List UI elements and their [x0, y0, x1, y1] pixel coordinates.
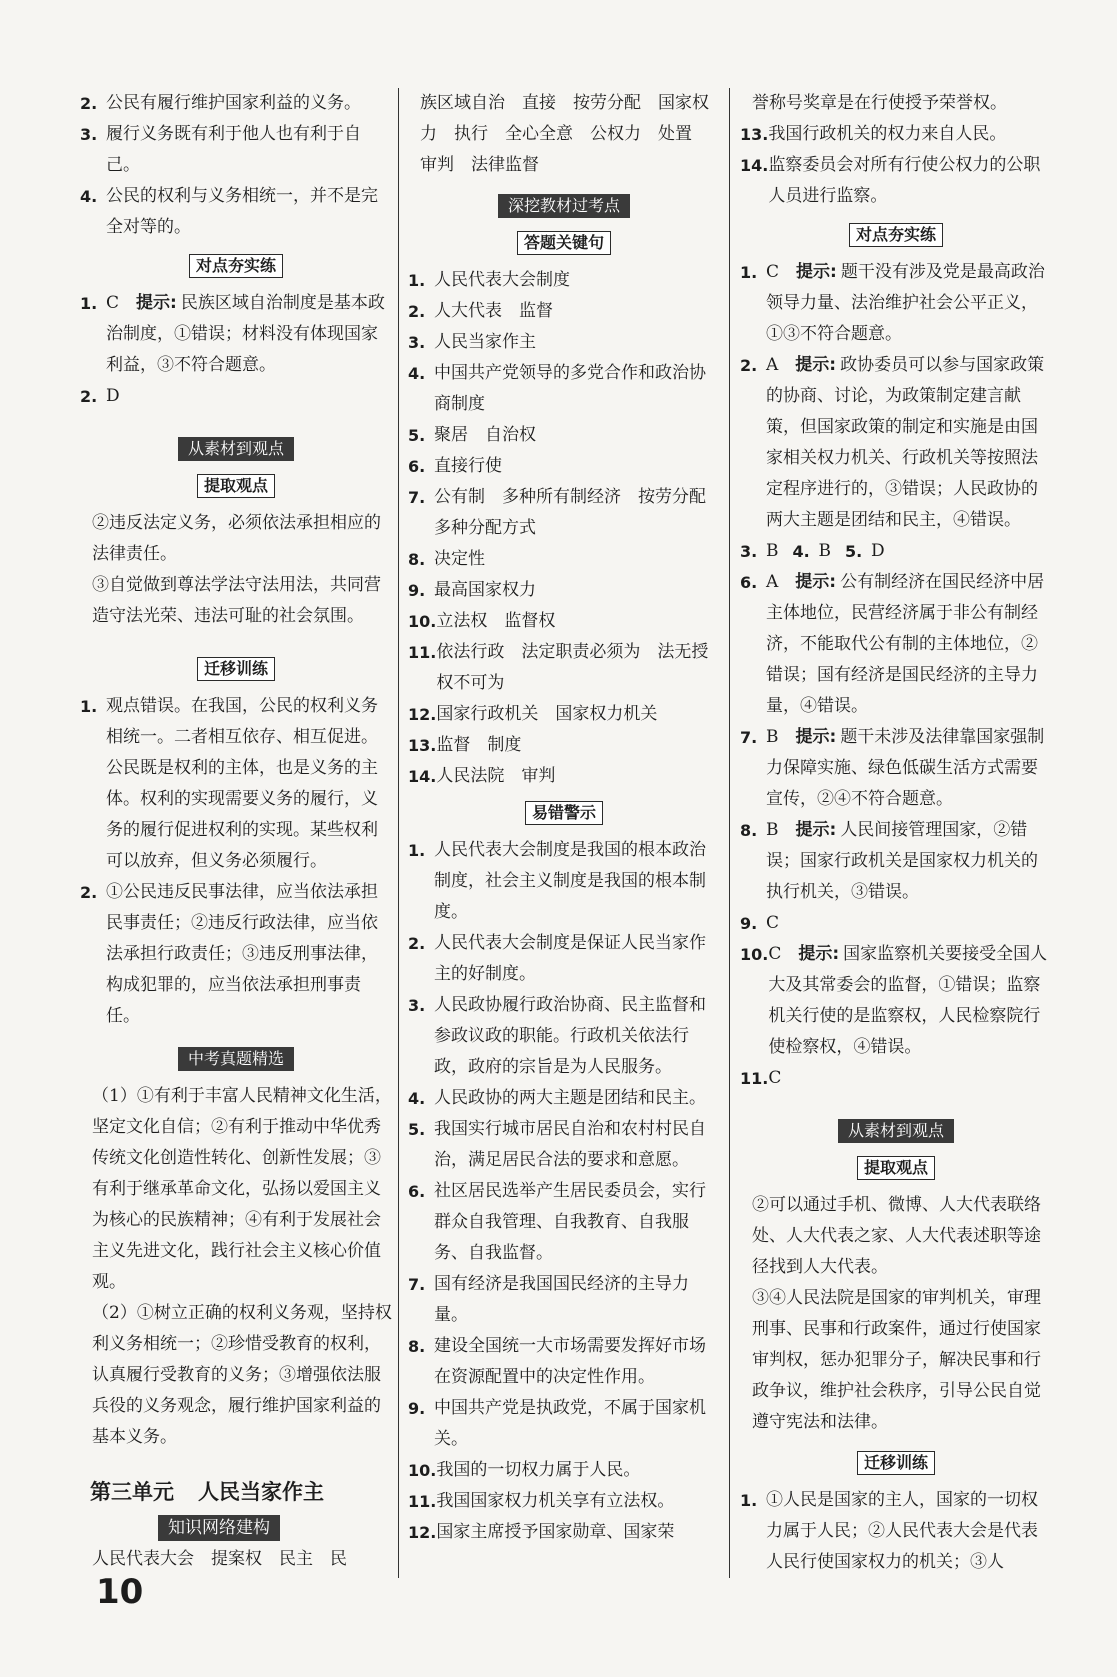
- answer-item: 1. 观点错误。在我国，公民的权利义务相统一。二者相互依存、相互促进。公民既是权利的主体，也是义务的主体。权利的实现需要义务的履行，义务的履行促进权利的实现。某些权利可以放弃，但义务必须履行。: [80, 696, 378, 871]
- answer-item: 1. C 提示: 题干没有涉及党是最高政治领导力量、法治维护社会公平正义，①③不符合题意。: [740, 262, 1045, 344]
- section-heading-transfer: 迁移训练: [857, 1451, 935, 1475]
- list-item: 7. 公有制 多种所有制经济 按劳分配 多种分配方式: [408, 487, 723, 538]
- list-item: 2. 人大代表 监督: [408, 301, 553, 321]
- answer-item: 8. B 提示: 人民间接管理国家，②错误；国家行政机关是国家权力机关的执行机关，③错误。: [740, 820, 1038, 902]
- answer-choice: D: [106, 386, 120, 406]
- answer-item: 6. A 提示: 公有制经济在国民经济中居主体地位，民营经济属于非公有制经济，不能取代公有制的主体地位，②错误；国有经济是国民经济的主导力量，④错误。: [740, 572, 1045, 716]
- page-number: 10: [96, 1572, 144, 1612]
- list-item: 5. 聚居 自治权: [408, 425, 536, 445]
- hint-label: 提示:: [136, 293, 177, 313]
- answer-choice: C: [766, 262, 780, 282]
- hint-label: 提示:: [796, 262, 837, 282]
- answer-choice: C: [768, 944, 782, 964]
- column-1: [80, 88, 392, 1575]
- column-divider: [398, 88, 399, 1578]
- list-item: 13. 我国行政机关的权力来自人民。: [740, 124, 1007, 144]
- section-heading-transfer: 迁移训练: [197, 657, 275, 681]
- paragraph: ②可以通过手机、微博、人大代表联络处、人大代表之家、人大代表述职等途径找到人大代表。: [752, 1195, 1041, 1277]
- paragraph: （2）①树立正确的权利义务观，坚持权利义务相统一；②珍惜受教育的权利，认真履行受教育的义务；③增强依法服兵役的义务观念，履行维护国家利益的基本义务。: [92, 1303, 392, 1447]
- hint-label: 提示:: [798, 944, 840, 964]
- answer-item: 2. A 提示: 政协委员可以参与国家政策的协商、讨论，为政策制定建言献策，但国家政策的制定和实施是由国家相关权力机关、行政机关等按照法定程序进行的，③错误；人民政协的两大主题是团结和民主，④错误。: [740, 355, 1045, 530]
- answer-choice: B: [766, 820, 779, 840]
- list-item: 14. 人民法院 审判: [408, 766, 556, 786]
- list-item: 2. 公民有履行维护国家利益的义务。: [80, 93, 361, 113]
- list-item: 8. 建设全国统一大市场需要发挥好市场在资源配置中的决定性作用。: [408, 1336, 706, 1387]
- column-3: [740, 88, 1052, 1578]
- hint-label: 提示:: [795, 572, 837, 592]
- paragraph: ②违反法定义务，必须依法承担相应的法律责任。: [92, 513, 381, 564]
- answer-choice: A: [766, 355, 779, 375]
- paragraph: ③④人民法院是国家的审判机关，审理刑事、民事和行政案件，通过行使国家审判权，惩办犯罪分子，解决民事和行政争议，维护社会秩序，引导公民自觉遵守宪法和法律。: [752, 1288, 1041, 1432]
- section-heading-dig: 深挖教材过考点: [498, 194, 630, 218]
- section-heading-knowledge: 知识网络建构: [158, 1515, 280, 1541]
- answer-choice: A: [766, 572, 779, 592]
- list-item: 12. 国家主席授予国家勋章、国家荣: [408, 1522, 675, 1542]
- list-item: 3. 人民政协履行政治协商、民主监督和参政议政的职能。行政机关依法行政，政府的宗旨是为人民服务。: [408, 995, 706, 1077]
- list-item: 9. 中国共产党是执政党，不属于国家机关。: [408, 1398, 706, 1449]
- list-item: 10. 我国的一切权力属于人民。: [408, 1460, 641, 1480]
- list-item: 11. 我国国家权力机关享有立法权。: [408, 1491, 675, 1511]
- list-item: 2. 人民代表大会制度是保证人民当家作主的好制度。: [408, 933, 706, 984]
- hint-label: 提示:: [795, 727, 837, 747]
- answer-choice: C: [106, 293, 120, 313]
- section-heading-exam: 中考真题精选: [178, 1047, 294, 1071]
- section-heading-material: 从素材到观点: [178, 437, 294, 461]
- list-item: 13. 监督 制度: [408, 735, 522, 755]
- answer-item: 9. C: [740, 913, 780, 933]
- answer-choice: B: [766, 727, 779, 747]
- list-item: 1. 人民代表大会制度是我国的根本政治制度，社会主义制度是我国的根本制度。: [408, 840, 706, 922]
- answer-item: 10. C 提示: 国家监察机关要接受全国人大及其常委会的监督，①错误；监察机关行使的是监察权，人民检察院行使检察权，④错误。: [740, 944, 1048, 1057]
- paragraph: 族区域自治 直接 按劳分配 国家权力 执行 全心全意 公权力 处置 审判 法律监督: [420, 93, 709, 175]
- list-item: 8. 决定性: [408, 549, 485, 569]
- section-heading-practice: 对点夯实练: [189, 254, 283, 278]
- paragraph: ③自觉做到尊法学法守法用法，共同营造守法光荣、违法可耻的社会氛围。: [92, 575, 381, 626]
- answer-row: 3. B 4. B 5. D: [740, 541, 885, 561]
- paragraph: 誉称号奖章是在行使授予荣誉权。: [752, 93, 1007, 113]
- hint-label: 提示:: [795, 820, 837, 840]
- paragraph: 人民代表大会 提案权 民主 民: [92, 1549, 347, 1569]
- list-item: 14. 监察委员会对所有行使公权力的公职人员进行监察。: [740, 155, 1041, 206]
- list-item: 11. 依法行政 法定职责必须为 法无授权不可为: [408, 642, 709, 693]
- hint-label: 提示:: [795, 355, 837, 375]
- list-item: 6. 直接行使: [408, 456, 502, 476]
- list-item: 7. 国有经济是我国国民经济的主导力量。: [408, 1274, 689, 1325]
- section-heading-extract: 提取观点: [197, 474, 275, 498]
- list-item: 12. 国家行政机关 国家权力机关: [408, 704, 658, 724]
- unit-title: 第三单元 人民当家作主: [90, 1480, 324, 1504]
- column-divider: [729, 88, 730, 1578]
- answer-item: 1. ①人民是国家的主人，国家的一切权力属于人民；②人民代表大会是代表人民行使国家权力的机关；③人: [740, 1490, 1038, 1572]
- section-heading-key: 答题关键句: [517, 231, 611, 255]
- list-item: 10. 立法权 监督权: [408, 611, 556, 631]
- list-item: 1. 人民代表大会制度: [408, 270, 570, 290]
- list-item: 5. 我国实行城市居民自治和农村村民自治，满足居民合法的要求和意愿。: [408, 1119, 706, 1170]
- list-item: 3. 人民当家作主: [408, 332, 536, 352]
- list-item: 9. 最高国家权力: [408, 580, 536, 600]
- list-item: 4. 人民政协的两大主题是团结和民主。: [408, 1088, 706, 1108]
- answer-item: 1. C 提示: 民族区域自治制度是基本政治制度，①错误；材料没有体现国家利益，③不符合题意。: [80, 293, 385, 375]
- list-item: 4. 中国共产党领导的多党合作和政治协商制度: [408, 363, 706, 414]
- list-item: 6. 社区居民选举产生居民委员会，实行群众自我管理、自我教育、自我服务、自我监督。: [408, 1181, 706, 1263]
- answer-item: 2. D: [80, 386, 120, 406]
- answer-item: 11. C: [740, 1068, 782, 1088]
- list-item: 3. 履行义务既有利于他人也有利于自己。: [80, 124, 361, 175]
- section-heading-material: 从素材到观点: [838, 1119, 954, 1143]
- answer-item: 7. B 提示: 题干未涉及法律靠国家强制力保障实施、绿色低碳生活方式需要宣传，②④不符合题意。: [740, 727, 1045, 809]
- section-heading-practice: 对点夯实练: [849, 223, 943, 247]
- answer-choice: C: [768, 1068, 782, 1088]
- answer-item: 2. ①公民违反民事法律，应当依法承担民事责任；②违反行政法律，应当依法承担行政责任；③违反刑事法律，构成犯罪的，应当依法承担刑事责任。: [80, 882, 378, 1026]
- list-item: 4. 公民的权利与义务相统一，并不是完全对等的。: [80, 186, 378, 237]
- column-2: [408, 88, 723, 1548]
- section-heading-warn: 易错警示: [525, 801, 603, 825]
- paragraph: （1）①有利于丰富人民精神文化生活，坚定文化自信；②有利于推动中华优秀传统文化创造性转化、创新性发展；③有利于继承革命文化，弘扬以爱国主义为核心的民族精神；④有利于发展社会主义先进文化，践行社会主义核心价值观。: [92, 1086, 392, 1292]
- answer-choice: C: [766, 913, 780, 933]
- section-heading-extract: 提取观点: [857, 1156, 935, 1180]
